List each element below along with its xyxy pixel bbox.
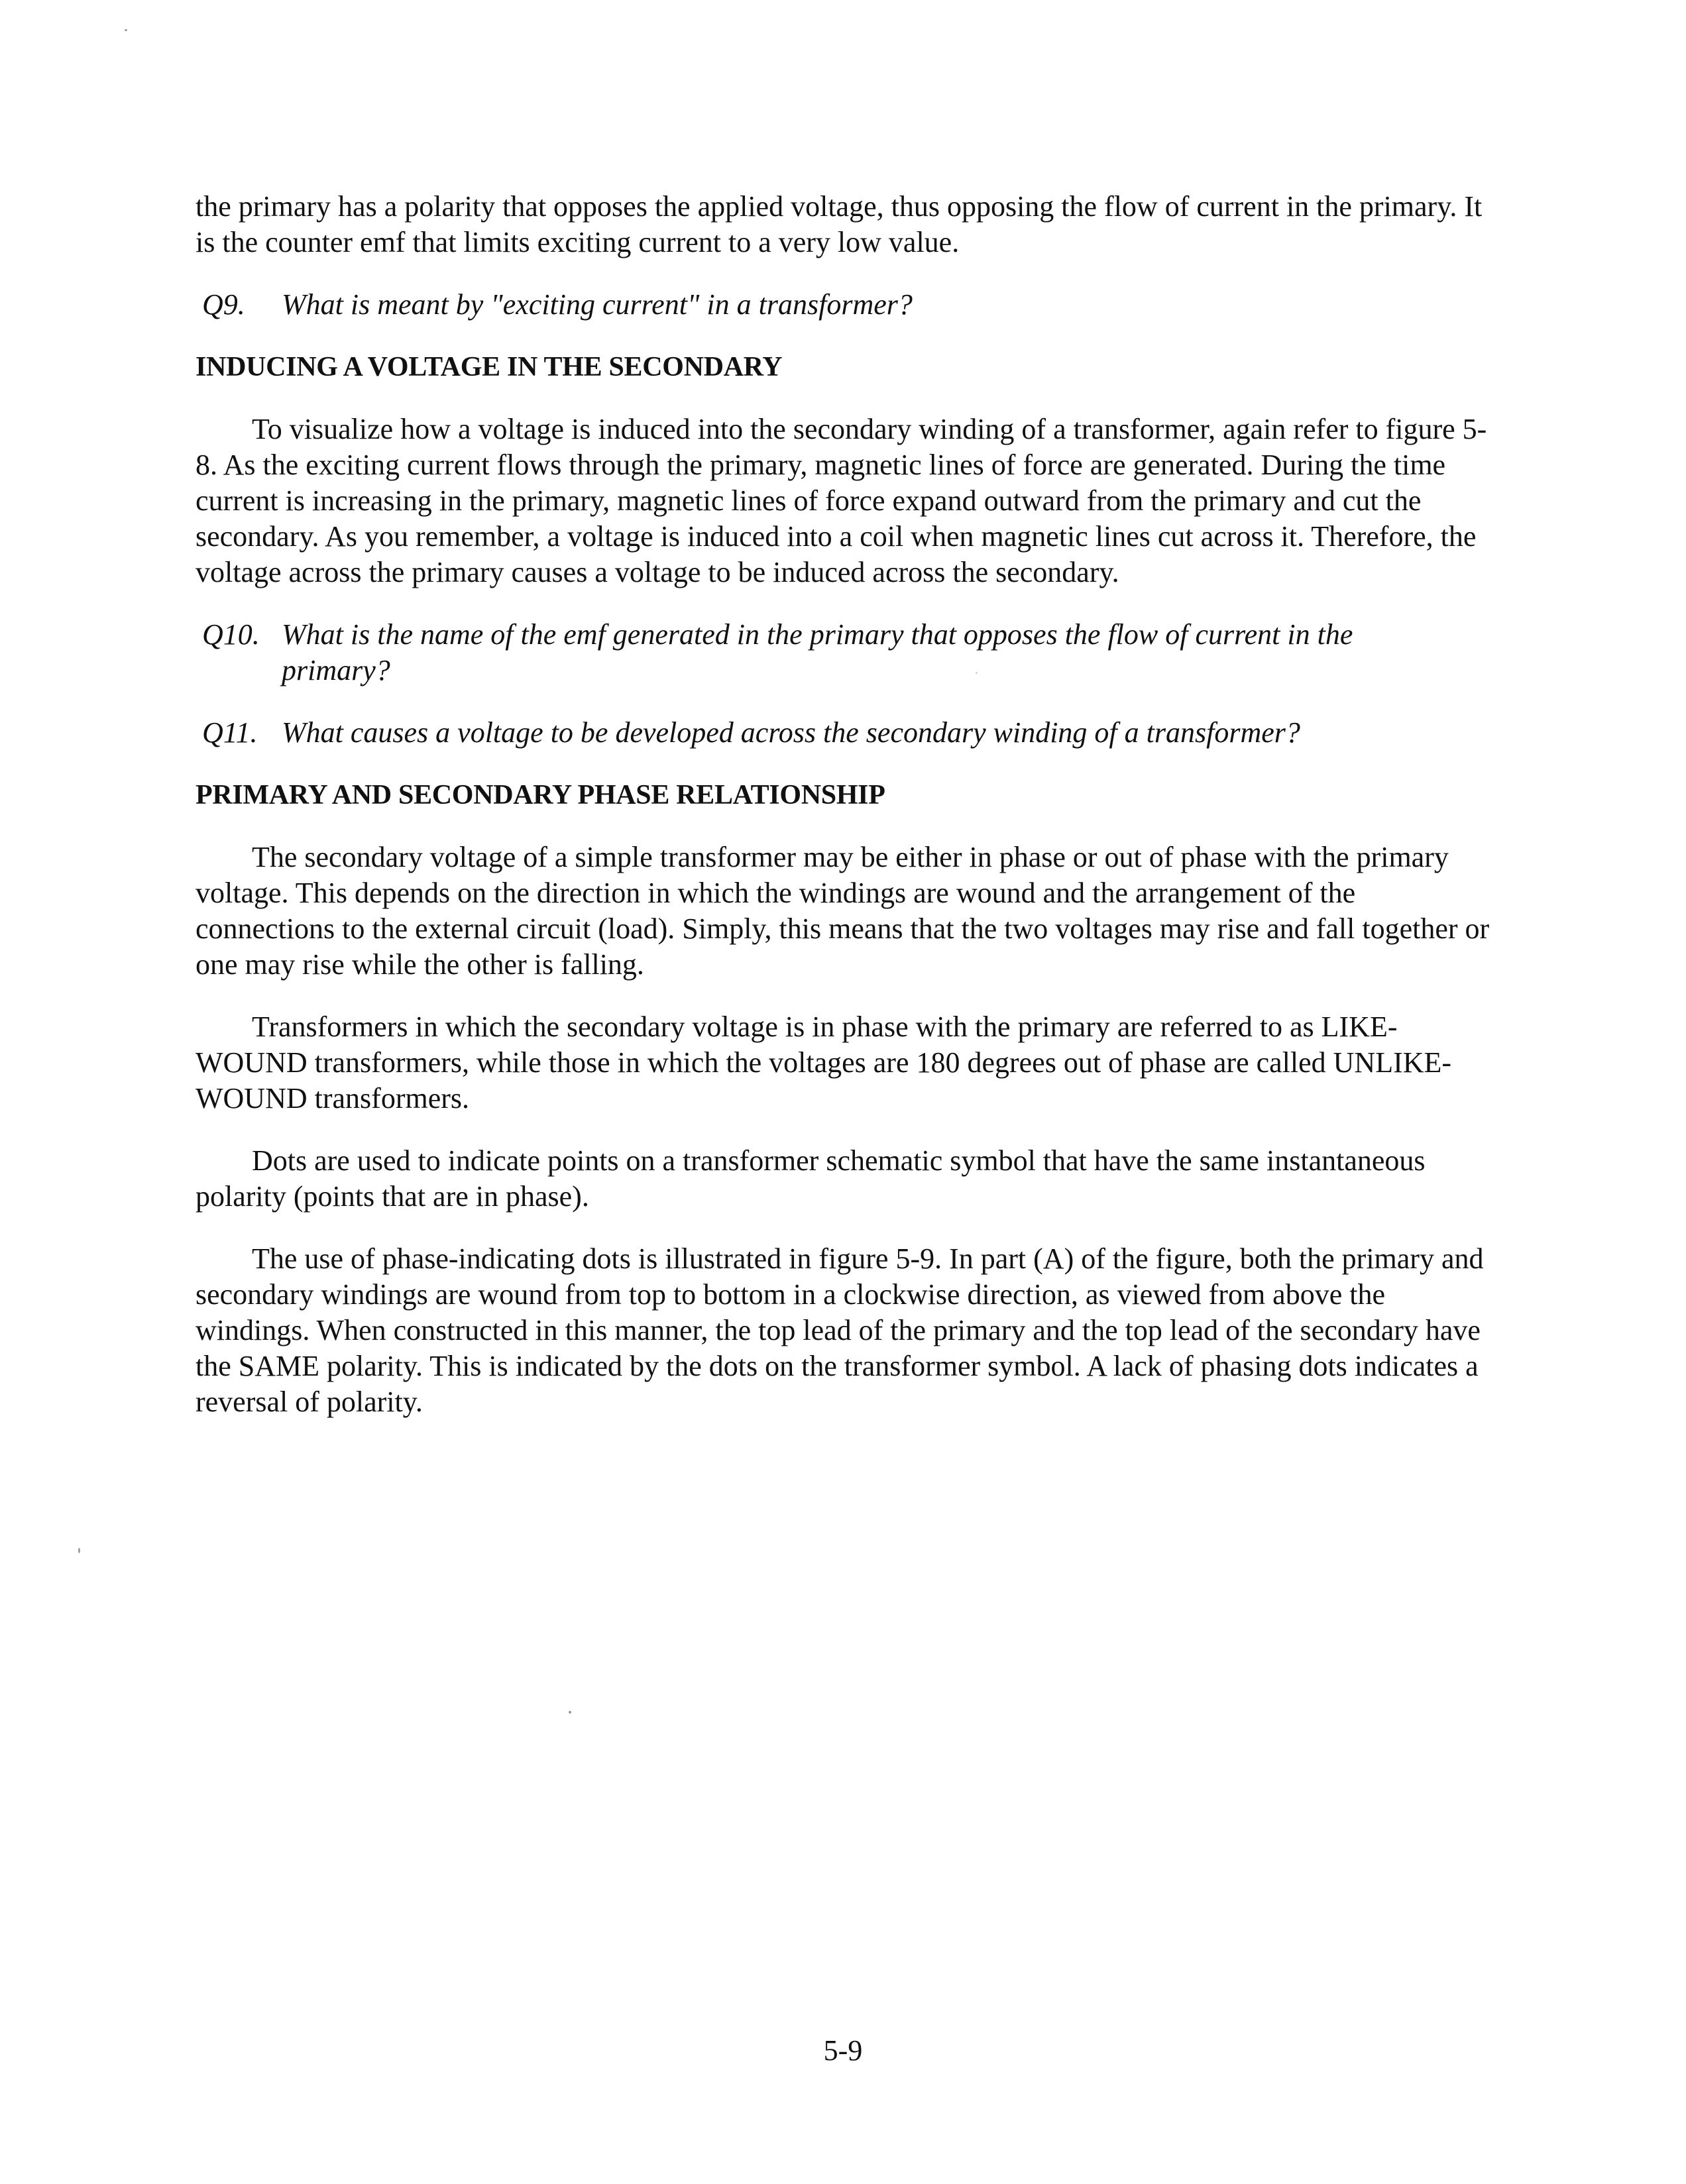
section-heading-phase: PRIMARY AND SECONDARY PHASE RELATIONSHIP <box>196 780 885 810</box>
scan-speck <box>569 1711 571 1714</box>
paragraph-phase-3: Dots are used to indicate points on a transformer schematic symbol that have the same instantaneous polarity (points that are in phase). <box>196 1144 1426 1213</box>
body-text <box>196 189 1494 1447</box>
question-text: What causes a voltage to be developed across the secondary winding of a transformer? <box>282 716 1300 749</box>
page-number: 5-9 <box>823 2034 863 2067</box>
paragraph-inducing: To visualize how a voltage is induced into the secondary winding of a transformer, again refer to figure 5-8. As the exciting current flows through the primary, magnetic lines of force are generated. During the time current is increasing in the primary, magnetic lines of force expand outward from the primary and cut the secondary. As you remember, a voltage is induced into a coil when magnetic lines cut across it. Therefore, the voltage across the primary causes a voltage to be induced across the secondary. <box>196 413 1487 588</box>
question-q11 <box>196 715 1494 751</box>
paragraph-phase-1: The secondary voltage of a simple transformer may be either in phase or out of phase with the primary voltage. This depends on the direction in which the windings are wound and the arrangement of the connections to the external circuit (load). Simply, this means that the two voltages may rise and fall together or one may rise while the other is falling. <box>196 841 1490 981</box>
scan-speck <box>125 29 127 31</box>
section-heading-inducing: INDUCING A VOLTAGE IN THE SECONDARY <box>196 352 783 382</box>
question-text: What is the name of the emf generated in the primary that opposes the flow of current in the primary? <box>282 618 1353 686</box>
question-number: Q10. <box>202 618 260 651</box>
question-q10 <box>196 617 1494 688</box>
question-number: Q11. <box>202 716 258 749</box>
question-text: What is meant by "exciting current" in a transformer? <box>282 288 913 321</box>
question-q9 <box>196 287 1494 323</box>
continued-paragraph: the primary has a polarity that opposes the applied voltage, thus opposing the flow of current in the primary. It is the counter emf that limits exciting current to a very low value. <box>196 190 1483 258</box>
scan-speck <box>78 1548 80 1553</box>
question-number: Q9. <box>202 288 245 321</box>
paragraph-phase-4: The use of phase-indicating dots is illustrated in figure 5-9. In part (A) of the figure, both the primary and secondary windings are wound from top to bottom in a clockwise direction, as viewed from above the windings. When constructed in this manner, the top lead of the primary and the top lead of the secondary have the SAME polarity. This is indicated by the dots on the transformer symbol. A lack of phasing dots indicates a reversal of polarity. <box>196 1242 1484 1418</box>
paragraph-phase-2: Transformers in which the secondary voltage is in phase with the primary are referred to as LIKE-WOUND transformers, while those in which the voltages are 180 degrees out of phase are called UNLIKE-WOUND transformers. <box>196 1010 1452 1115</box>
